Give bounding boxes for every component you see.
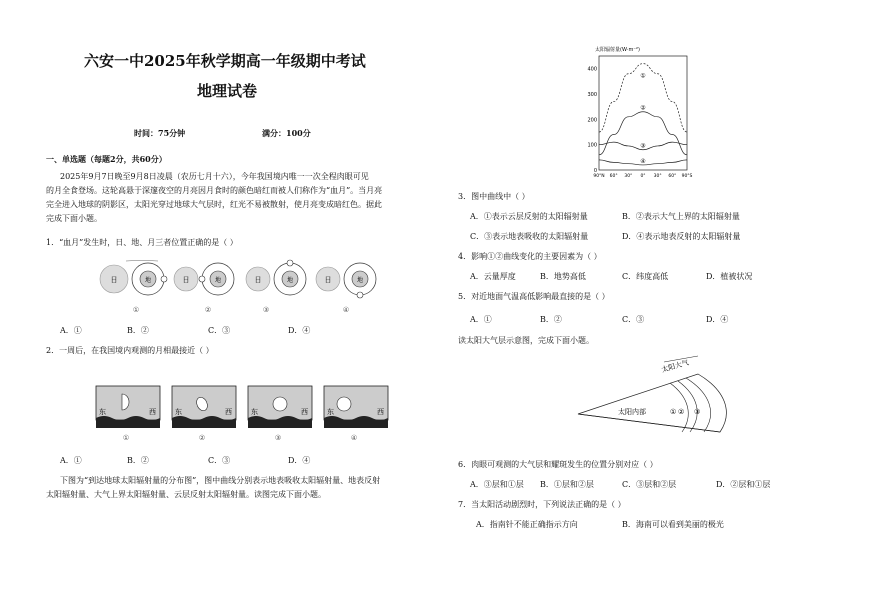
eclipse-option-3 [246, 260, 306, 314]
option-c[interactable]: C．③ [208, 456, 231, 465]
y-tick-label: 300 [587, 92, 597, 98]
y-tick-label: 400 [587, 66, 597, 73]
svg-text:东: 东 [327, 408, 334, 416]
option-c[interactable]: C．纬度高低 [622, 272, 669, 281]
option-a[interactable]: A．云量厚度 [470, 272, 516, 281]
option-b[interactable]: B．①层和②层 [540, 480, 594, 489]
svg-text:东: 东 [175, 408, 182, 416]
question-stem-6: 6．肉眼可观测的大气层和耀斑发生的位置分别对应（ ） [458, 460, 658, 469]
option-a[interactable]: A．① [470, 315, 492, 324]
x-tick-label: 30° [653, 174, 662, 179]
svg-text:日: 日 [110, 276, 118, 284]
intro2-line: 下图为“到达地球太阳辐射量的分布图”，图中曲线分别表示地表吸收太阳辐射量、地表反射 [60, 476, 381, 485]
layer-3: ③ [694, 408, 701, 416]
y-tick-label: 100 [587, 142, 597, 149]
option-c[interactable]: C．③ [622, 315, 645, 324]
svg-text:地: 地 [214, 277, 222, 284]
intro-line: 2025年9月7日晚至9月8日凌晨（农历七月十六），今年我国境内唯一一次全程肉眼可见 [60, 172, 369, 181]
solar-radiation-chart [583, 44, 698, 182]
series-label-4: ④ [640, 157, 646, 165]
layer-2: ② [678, 408, 685, 416]
svg-text:地: 地 [144, 277, 152, 284]
option-a[interactable]: A．③层和①层 [470, 480, 524, 489]
sun-atmosphere-diagram [570, 354, 740, 438]
chart-ylabel: 太阳辐射量(W·m⁻²) [595, 47, 640, 53]
eclipse-option-2 [174, 263, 234, 314]
option-a[interactable]: A．① [60, 456, 82, 465]
y-tick-label: 0 [593, 168, 597, 174]
question-stem-7: 7．当太阳活动剧烈时，下列说法正确的是（ ） [458, 500, 626, 509]
option-d[interactable]: D．④ [288, 326, 311, 335]
series-label-2: ② [640, 104, 646, 112]
interior-label: 太阳内部 [618, 408, 646, 416]
intro2-line: 太阳辐射量、大气上界太阳辐射量、云层反射太阳辐射量。读图完成下面小题。 [46, 490, 326, 499]
atmosphere-label: 太阳大气 [660, 358, 690, 375]
moon-phase-diagram [94, 384, 394, 444]
svg-text:日: 日 [182, 276, 190, 284]
eclipse-option-1 [100, 260, 167, 314]
svg-text:①: ① [132, 306, 140, 314]
eclipse-option-4 [316, 263, 376, 314]
option-c[interactable]: C．③表示地表吸收的太阳辐射量 [470, 232, 589, 241]
section-heading: 一、单选题（每题2分，共60分） [46, 154, 167, 164]
option-c[interactable]: C．③ [208, 326, 231, 335]
series-label-1: ① [640, 72, 646, 80]
option-a[interactable]: A．指南针不能正确指示方向 [476, 520, 578, 529]
option-b[interactable]: B．地势高低 [540, 272, 586, 281]
svg-text:西: 西 [149, 408, 156, 416]
option-d[interactable]: D．植被状况 [706, 272, 753, 281]
layer-1: ① [670, 408, 677, 416]
option-b[interactable]: B．② [127, 326, 149, 335]
svg-text:西: 西 [301, 408, 308, 416]
series-label-3: ③ [640, 142, 646, 150]
option-a[interactable]: A．①表示云层反射的太阳辐射量 [470, 212, 588, 221]
intro3: 读太阳大气层示意图，完成下面小题。 [458, 336, 594, 345]
x-tick-label: 90°N [593, 174, 605, 179]
svg-text:西: 西 [377, 408, 384, 416]
question-stem-4: 4．影响①②曲线变化的主要因素为（ ） [458, 252, 602, 261]
intro-line: 的月全食登场。这轮高悬于深邃夜空的月亮因月食时的颜色暗红而被人们称作为“血月”。当月亮 [46, 186, 383, 195]
x-tick-label: 30° [624, 174, 633, 179]
exam-time: 时间：75分钟 [134, 128, 186, 138]
exam-score: 满分：100分 [262, 128, 311, 138]
svg-text:②: ② [198, 434, 206, 442]
exam-subtitle: 地理试卷 [197, 82, 258, 100]
option-b[interactable]: B．②表示大气上界的太阳辐射量 [622, 212, 740, 221]
eclipse-position-diagram [96, 255, 386, 317]
svg-text:东: 东 [251, 408, 258, 416]
intro-line: 完全进入地球的阴影区，太阳光穿过地球大气层时，红光不易被散射，使月亮变成暗红色。据此 [46, 200, 382, 209]
svg-text:东: 东 [99, 408, 106, 416]
option-b[interactable]: B．② [127, 456, 149, 465]
svg-text:④: ④ [350, 434, 358, 442]
option-b[interactable]: B．海南可以看到美丽的极光 [622, 520, 724, 529]
option-d[interactable]: D．④ [288, 456, 311, 465]
y-tick-label: 200 [587, 117, 597, 124]
moon-phase-4 [324, 386, 388, 442]
moon-phase-1 [96, 386, 160, 442]
svg-text:日: 日 [324, 276, 332, 284]
option-a[interactable]: A．① [60, 326, 82, 335]
svg-text:地: 地 [356, 277, 364, 284]
x-tick-label: 60° [668, 174, 677, 179]
question-stem-3: 3．图中曲线中（ ） [458, 192, 530, 201]
question-stem-1: 1．“血月”发生时，日、地、月三者位置正确的是（ ） [46, 238, 238, 247]
svg-text:③: ③ [274, 434, 282, 442]
svg-text:④: ④ [342, 306, 350, 314]
option-d[interactable]: D．②层和①层 [716, 480, 771, 489]
svg-text:地: 地 [286, 277, 294, 284]
question-stem-5: 5．对近地面气温高低影响最直接的是（ ） [458, 292, 610, 301]
option-d[interactable]: D．④表示地表反射的太阳辐射量 [622, 232, 741, 241]
svg-text:日: 日 [254, 276, 262, 284]
x-tick-label: 60° [609, 174, 618, 179]
svg-text:②: ② [204, 306, 212, 314]
x-tick-label: 0° [640, 174, 646, 179]
svg-text:西: 西 [225, 408, 232, 416]
x-tick-label: 90°S [681, 174, 693, 179]
question-stem-2: 2．一周后，在我国境内观测的月相最接近（ ） [46, 346, 214, 355]
option-c[interactable]: C．③层和②层 [622, 480, 677, 489]
exam-title: 六安一中2025年秋学期高一年级期中考试 [84, 52, 366, 70]
svg-text:③: ③ [262, 306, 270, 314]
option-b[interactable]: B．② [540, 315, 562, 324]
option-d[interactable]: D．④ [706, 315, 729, 324]
svg-text:①: ① [122, 434, 130, 442]
moon-phase-2 [172, 386, 236, 442]
intro-line: 完成下面小题。 [46, 214, 102, 223]
moon-phase-3 [248, 386, 312, 442]
